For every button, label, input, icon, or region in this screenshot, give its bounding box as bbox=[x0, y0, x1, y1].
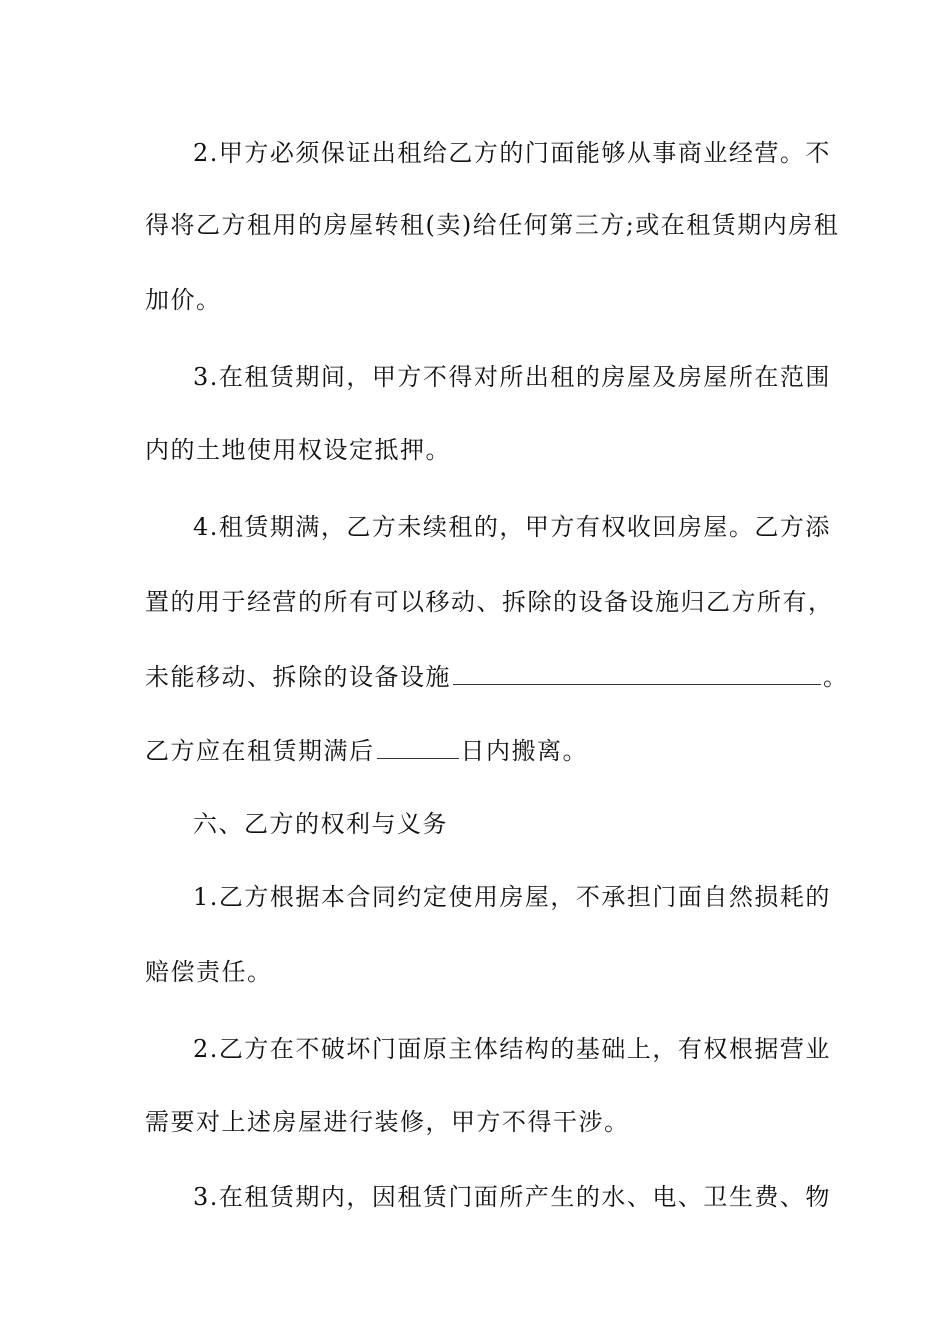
paragraph-line-with-blank bbox=[145, 730, 815, 770]
paragraph-line: 得将乙方租用的房屋转租(卖)给任何第三方;或在租赁期内房租 bbox=[145, 211, 840, 239]
paragraph-line: 赔偿责任。 bbox=[145, 958, 273, 986]
paragraph-line: 需要对上述房屋进行装修，甲方不得干涉。 bbox=[145, 1108, 630, 1136]
line-text: 日内搬离。 bbox=[460, 737, 588, 765]
paragraph-line: 内的土地使用权设定抵押。 bbox=[145, 436, 451, 464]
fill-in-blank bbox=[453, 656, 821, 685]
paragraph-line: 3.在租赁期内，因租赁门面所产生的水、电、卫生费、物 bbox=[193, 1183, 831, 1211]
section-heading: 六、乙方的权利与义务 bbox=[193, 810, 448, 838]
paragraph-line: 3.在租赁期间，甲方不得对所出租的房屋及房屋所在范围 bbox=[193, 363, 831, 391]
paragraph-line: 2.甲方必须保证出租给乙方的门面能够从事商业经营。不 bbox=[193, 139, 831, 167]
paragraph-line: 加价。 bbox=[145, 286, 222, 314]
line-text: 未能移动、拆除的设备设施 bbox=[145, 663, 451, 691]
paragraph-line: 4.租赁期满，乙方未续租的，甲方有权收回房屋。乙方添 bbox=[193, 513, 831, 541]
paragraph-line: 1.乙方根据本合同约定使用房屋，不承担门面自然损耗的 bbox=[193, 883, 831, 911]
line-text: 。 bbox=[823, 663, 849, 691]
paragraph-line: 置的用于经营的所有可以移动、拆除的设备设施归乙方所有， bbox=[145, 588, 834, 616]
paragraph-line: 2.乙方在不破坏门面原主体结构的基础上，有权根据营业 bbox=[193, 1035, 831, 1063]
line-text: 乙方应在租赁期满后 bbox=[145, 737, 375, 765]
paragraph-line-with-blank bbox=[145, 656, 849, 696]
fill-in-blank bbox=[377, 730, 459, 759]
